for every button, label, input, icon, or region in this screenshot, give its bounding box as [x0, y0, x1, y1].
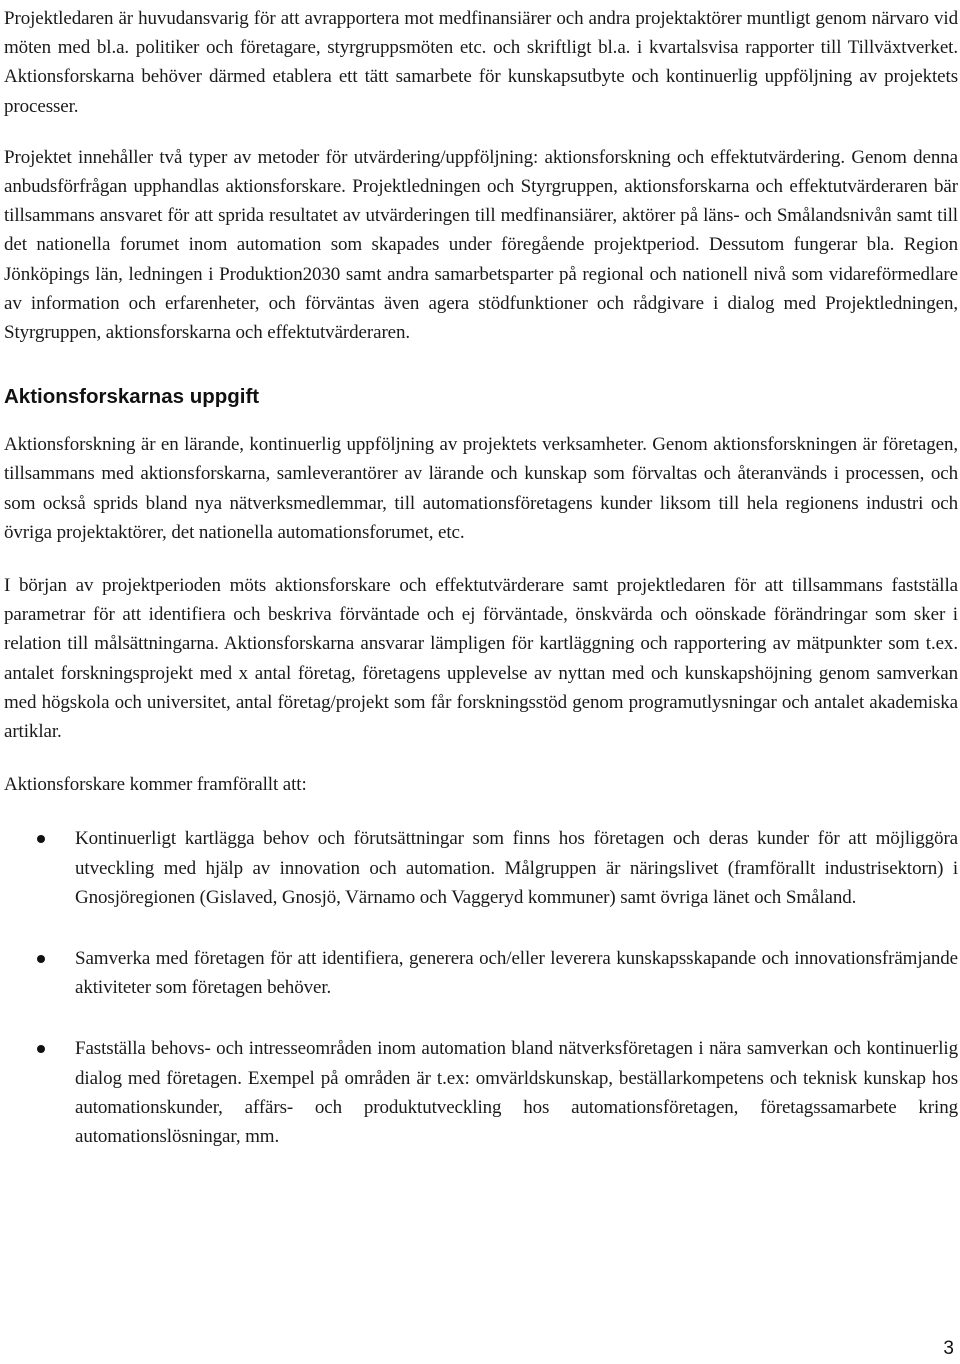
list-item [4, 824, 958, 912]
bullet-icon [37, 835, 45, 843]
document-page [4, 0, 958, 1183]
paragraph-action-research: Aktionsforskning är en lärande, kontinuerlig uppföljning av projektets verksamheter. Genom aktionsforskningen är företagen, tillsammans med aktionsforskarna, samleverantörer av lärande och kunskap som förvaltas och återanvänds i processen, och som också sprids bland nya nätverksmedlemmar, till automationsföretagens kunder liksom till hela regionens industri och övriga projektaktörer, det nationella automationsforumet, etc. [4, 434, 958, 543]
list-item-text: Samverka med företagen för att identifiera, generera och/eller leverera kunskapsskapande och innovationsfrämjande aktiviteter som företagen behöver. [75, 948, 958, 999]
list-item [4, 944, 958, 1002]
task-list [4, 824, 958, 1151]
list-item-text: Kontinuerligt kartlägga behov och förutsättningar som finns hos företagen och deras kunder för att möjliggöra utveckling med hjälp av innovation och automation. Målgruppen är näringslivet (framförallt industrisektorn) i Gnosjöregionen (Gislaved, Gnosjö, Värnamo och Vaggeryd kommuner) samt övriga länet och Småland. [75, 828, 958, 908]
paragraph-evaluation-methods: Projektet innehåller två typer av metoder för utvärdering/uppföljning: aktionsforskning och effektutvärdering. Genom denna anbudsförfrågan upphandlas aktionsforskare. Projektledningen och Styrgruppen, aktionsforskarna och effektutvärderaren bär tillsammans ansvaret för att sprida resultatet av utvärderingen till medfinansiärer, aktörer på läns- och Smålandsnivån samt till det nationella forumet inom automation som skapades under föregående projektperiod. Dessutom fungerar bla. Region Jönköpings län, ledningen i Produktion2030 samt andra samarbetsparter på regional och nationell nivå som vidareförmedlare av information och erfarenheter, och förväntas även agera stödfunktioner och rådgivare i dialog med Projektledningen, Styrgruppen, aktionsforskarna och effektutvärderaren. [4, 146, 958, 344]
list-item-text: Fastställa behovs- och intresseområden inom automation bland nätverksföretagen i nära samverkan och kontinuerlig dialog med företagen. Exempel på områden är t.ex: omvärldskunskap, beställarkompetens och teknisk kunskap hos automationskunder, affärs- och produktutveckling hos automationsföretagen, företagssamarbete kring automationslösningar, mm. [75, 1038, 958, 1148]
page-number: 3 [943, 1338, 954, 1359]
section-heading: Aktionsforskarnas uppgift [4, 385, 260, 409]
bullet-icon [37, 955, 45, 963]
list-item [4, 1034, 958, 1151]
paragraph-reporting: Projektledaren är huvudansvarig för att avrapportera mot medfinansiärer och andra projektaktörer muntligt genom närvaro vid möten med bl.a. politiker och företagare, styrgruppsmöten etc. och skriftligt bl.a. i kvartalsvisa rapporter till Tillväxtverket. Aktionsforskarna behöver därmed etablera ett tätt samarbete för kunskapsutbyte och kontinuerlig uppföljning av projektets processer. [4, 8, 958, 117]
bullet-icon [37, 1045, 45, 1053]
paragraph-project-start: I början av projektperioden möts aktionsforskare och effektutvärderare samt projektledaren för att tillsammans fastställa parametrar för att identifiera och beskriva förväntade och ej förväntade, önskvärda och oönskade förändringar som sker i relation till målsättningarna. Aktionsforskarna ansvarar lämpligen för kartläggning och rapportering av mätpunkter som t.ex. antalet forskningsprojekt med x antal företag, företagens upplevelse av nyttan med och kunskapshöjning genom samverkan med högskola och universitet, antal företag/projekt som får forskningsstöd genom programutlysningar och antalet akademiska artiklar. [4, 575, 958, 743]
paragraph-bullet-intro: Aktionsforskare kommer framförallt att: [4, 774, 307, 796]
